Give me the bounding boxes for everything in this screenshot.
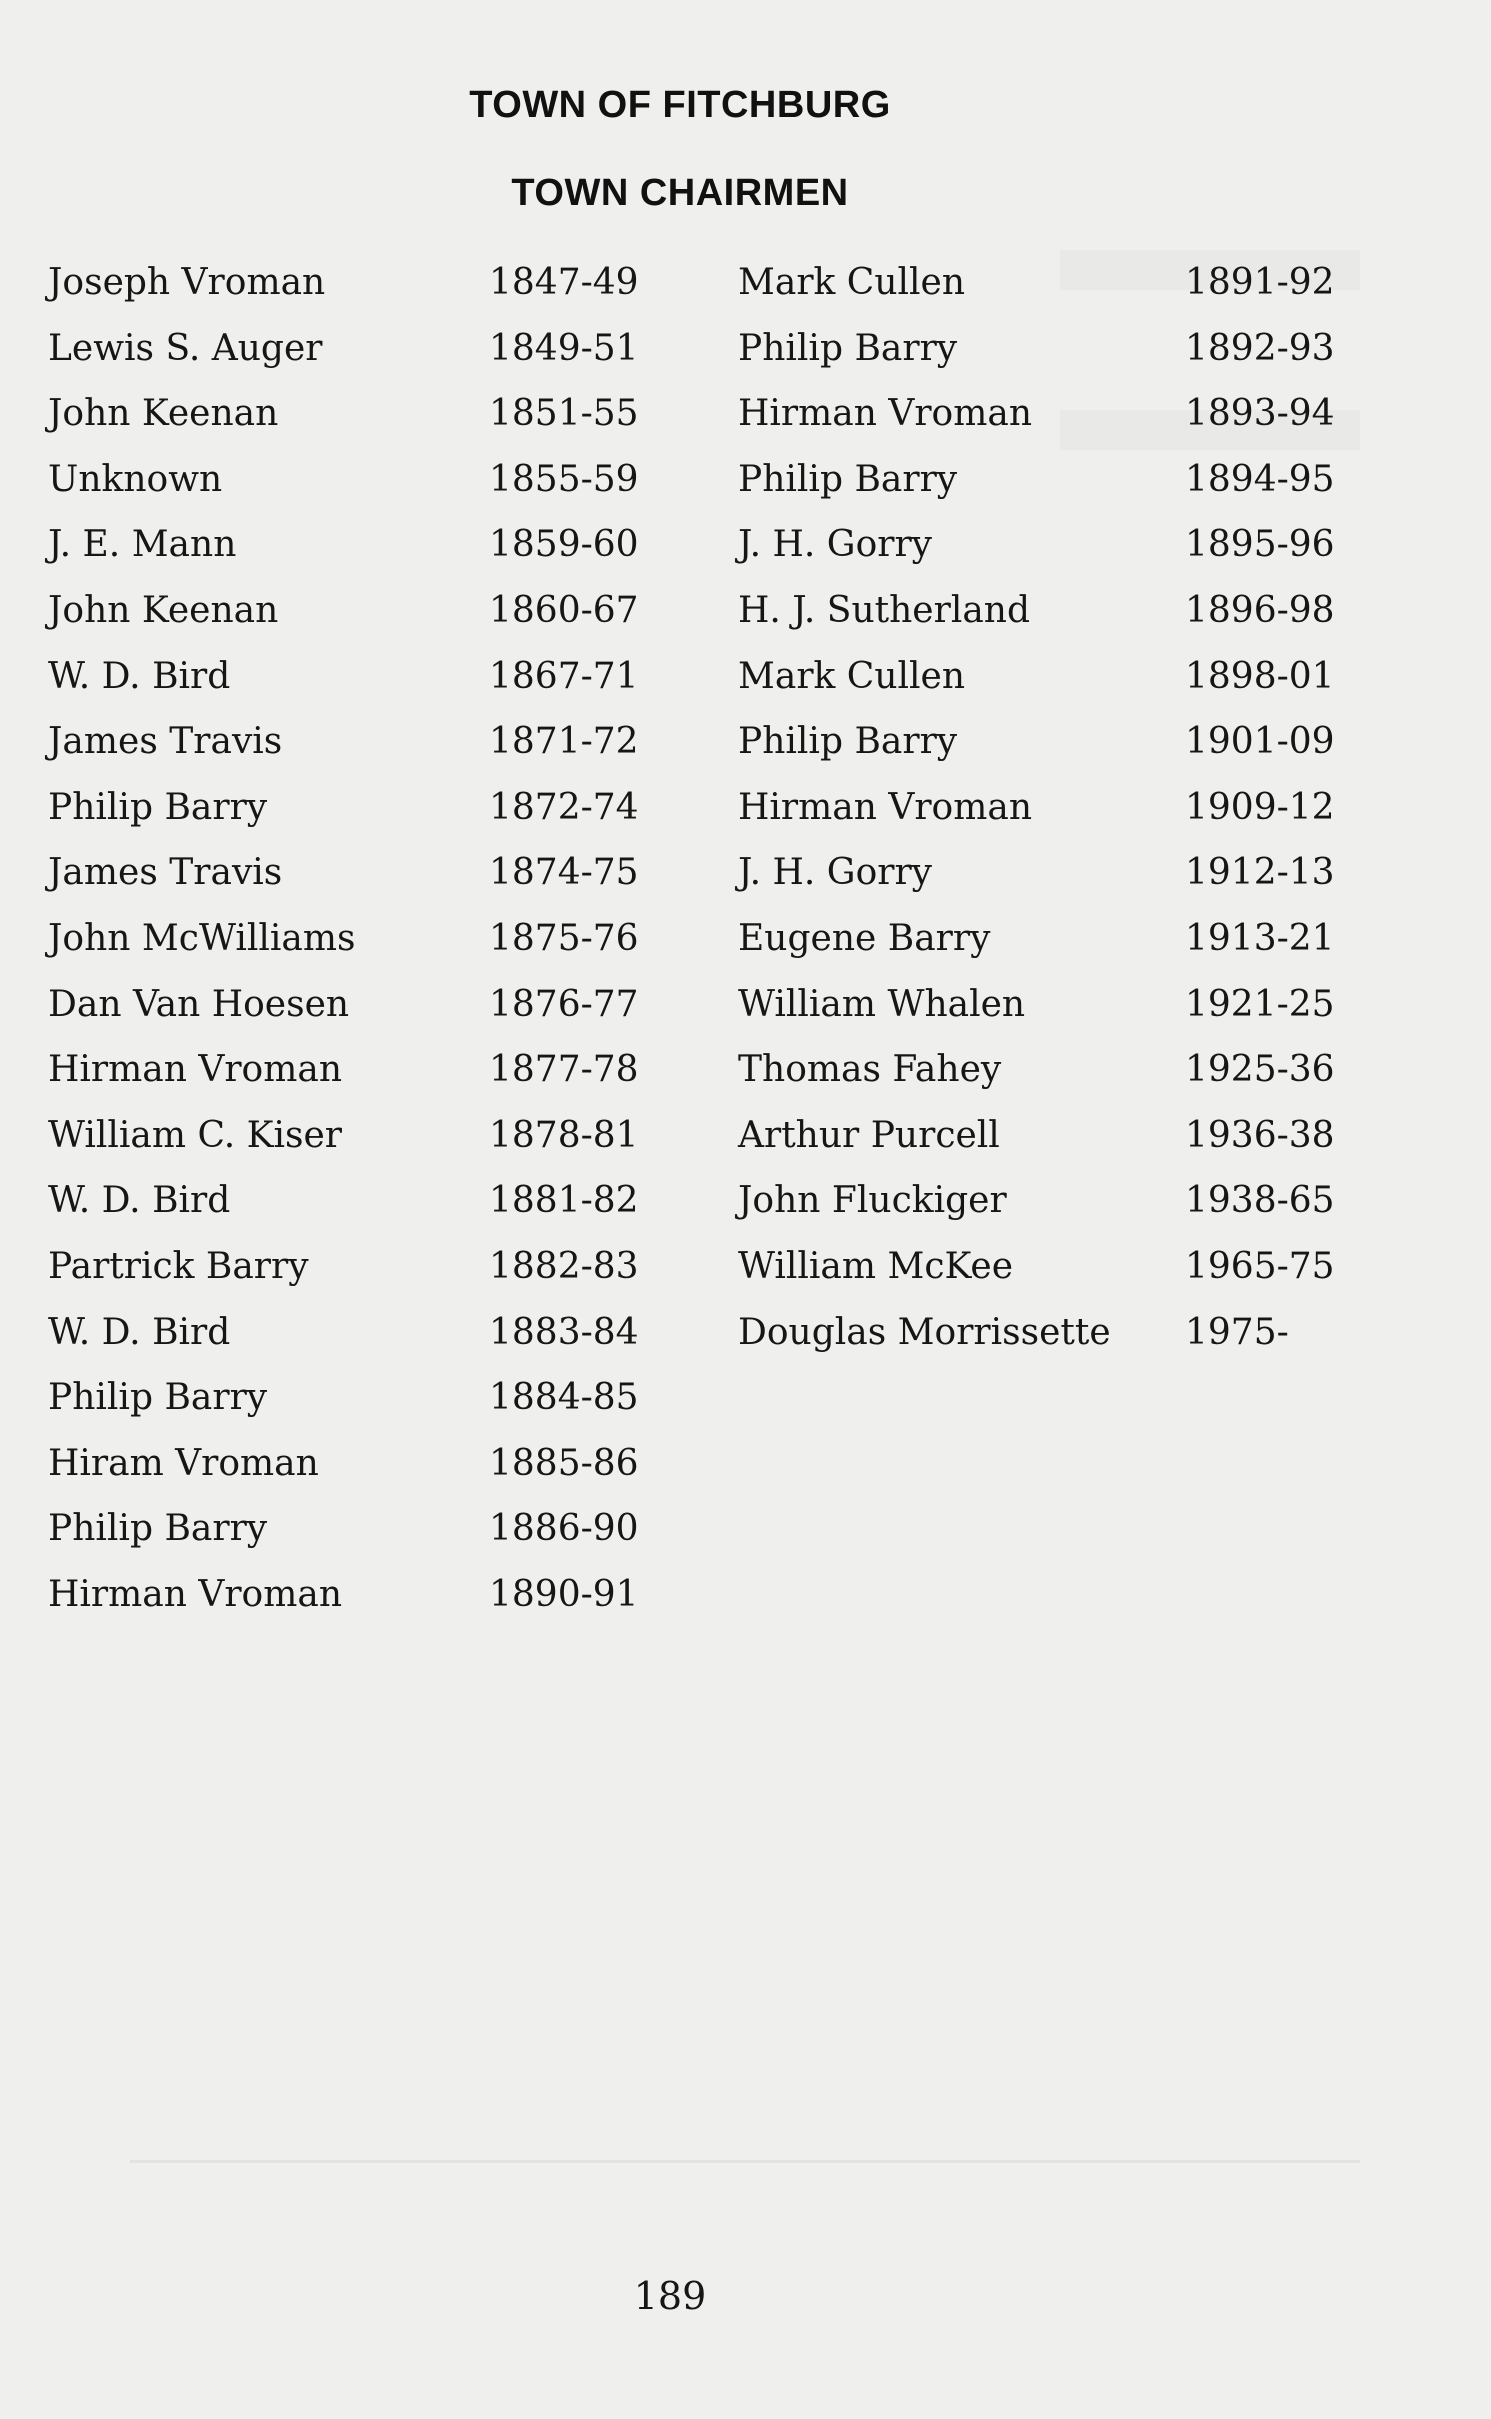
chairman-name: Eugene Barry	[738, 917, 991, 959]
chairman-name: John Fluckiger	[738, 1180, 1007, 1222]
page-subtitle: TOWN CHAIRMEN	[511, 172, 849, 214]
chairman-name: William Whalen	[738, 983, 1026, 1025]
chairman-name: William McKee	[738, 1245, 1014, 1287]
chairman-name: Unknown	[48, 458, 223, 500]
term-years: 1895-96	[1185, 524, 1335, 566]
chairman-name: John Keenan	[48, 393, 279, 435]
term-years: 1871-72	[489, 721, 639, 763]
term-years: 1885-86	[489, 1442, 639, 1484]
page-number: 189	[633, 2274, 707, 2318]
chairman-name: William C. Kiser	[48, 1114, 343, 1156]
term-years: 1875-76	[489, 917, 639, 959]
chairman-name: J. H. Gorry	[738, 524, 932, 566]
term-years: 1884-85	[489, 1377, 639, 1419]
chairman-name: Arthur Purcell	[738, 1114, 1000, 1156]
chairman-name: Philip Barry	[738, 721, 958, 763]
chairman-name: John Keenan	[48, 589, 279, 631]
chairman-name: W. D. Bird	[48, 1311, 231, 1353]
term-years: 1886-90	[489, 1508, 639, 1550]
term-years: 1892-93	[1185, 327, 1335, 369]
term-years: 1847-49	[489, 262, 639, 303]
chairman-name: James Travis	[48, 721, 283, 763]
term-years: 1876-77	[489, 983, 639, 1025]
term-years: 1859-60	[489, 524, 639, 566]
term-years: 1893-94	[1185, 393, 1335, 435]
chairman-name: John McWilliams	[48, 917, 356, 959]
term-years: 1851-55	[489, 393, 639, 435]
chairman-name: Dan Van Hoesen	[48, 983, 350, 1025]
bleed-through-shading	[130, 2160, 1360, 2163]
term-years: 1872-74	[489, 786, 639, 828]
chairman-name: Philip Barry	[738, 327, 958, 369]
term-years: 1874-75	[489, 852, 639, 894]
term-years: 1975-	[1185, 1311, 1289, 1353]
term-years: 1883-84	[489, 1311, 639, 1353]
chairman-name: Douglas Morrissette	[738, 1311, 1111, 1353]
chairman-name: Mark Cullen	[738, 655, 966, 697]
chairman-name: Hirman Vroman	[48, 1049, 343, 1091]
chairman-name: Lewis S. Auger	[48, 327, 323, 369]
term-years: 1921-25	[1185, 983, 1335, 1025]
term-years: 1965-75	[1185, 1245, 1335, 1287]
term-years: 1909-12	[1185, 786, 1335, 828]
term-years: 1890-91	[489, 1573, 639, 1615]
chairman-name: Philip Barry	[48, 786, 268, 828]
chairman-name: Hiram Vroman	[48, 1442, 319, 1484]
term-years: 1860-67	[489, 589, 639, 631]
term-years: 1877-78	[489, 1049, 639, 1091]
chairman-name: J. H. Gorry	[738, 852, 932, 894]
chairman-name: Hirman Vroman	[738, 393, 1033, 435]
term-years: 1882-83	[489, 1245, 639, 1287]
page-title: TOWN OF FITCHBURG	[469, 84, 891, 126]
term-years: 1898-01	[1185, 655, 1335, 697]
term-years: 1925-36	[1185, 1049, 1335, 1091]
term-years: 1867-71	[489, 655, 639, 697]
chairman-name: Thomas Fahey	[738, 1049, 1002, 1091]
term-years: 1912-13	[1185, 852, 1335, 894]
chairman-name: W. D. Bird	[48, 655, 231, 697]
chairman-name: J. E. Mann	[48, 524, 237, 566]
term-years: 1849-51	[489, 327, 639, 369]
chairman-name: Hirman Vroman	[738, 786, 1033, 828]
chairman-name: Mark Cullen	[738, 262, 966, 303]
term-years: 1891-92	[1185, 262, 1335, 303]
term-years: 1901-09	[1185, 721, 1335, 763]
chairman-name: W. D. Bird	[48, 1180, 231, 1222]
chairman-name: Hirman Vroman	[48, 1573, 343, 1615]
chairman-name: H. J. Sutherland	[738, 589, 1031, 631]
term-years: 1896-98	[1185, 589, 1335, 631]
chairman-name: Philip Barry	[48, 1508, 268, 1550]
term-years: 1894-95	[1185, 458, 1335, 500]
term-years: 1936-38	[1185, 1114, 1335, 1156]
chairman-name: Partrick Barry	[48, 1245, 309, 1287]
term-years: 1878-81	[489, 1114, 639, 1156]
term-years: 1913-21	[1185, 917, 1335, 959]
chairman-name: Philip Barry	[738, 458, 958, 500]
chairman-name: Philip Barry	[48, 1377, 268, 1419]
term-years: 1938-65	[1185, 1180, 1335, 1222]
chairman-name: James Travis	[48, 852, 283, 894]
term-years: 1881-82	[489, 1180, 639, 1222]
chairman-name: Joseph Vroman	[48, 262, 326, 303]
term-years: 1855-59	[489, 458, 639, 500]
